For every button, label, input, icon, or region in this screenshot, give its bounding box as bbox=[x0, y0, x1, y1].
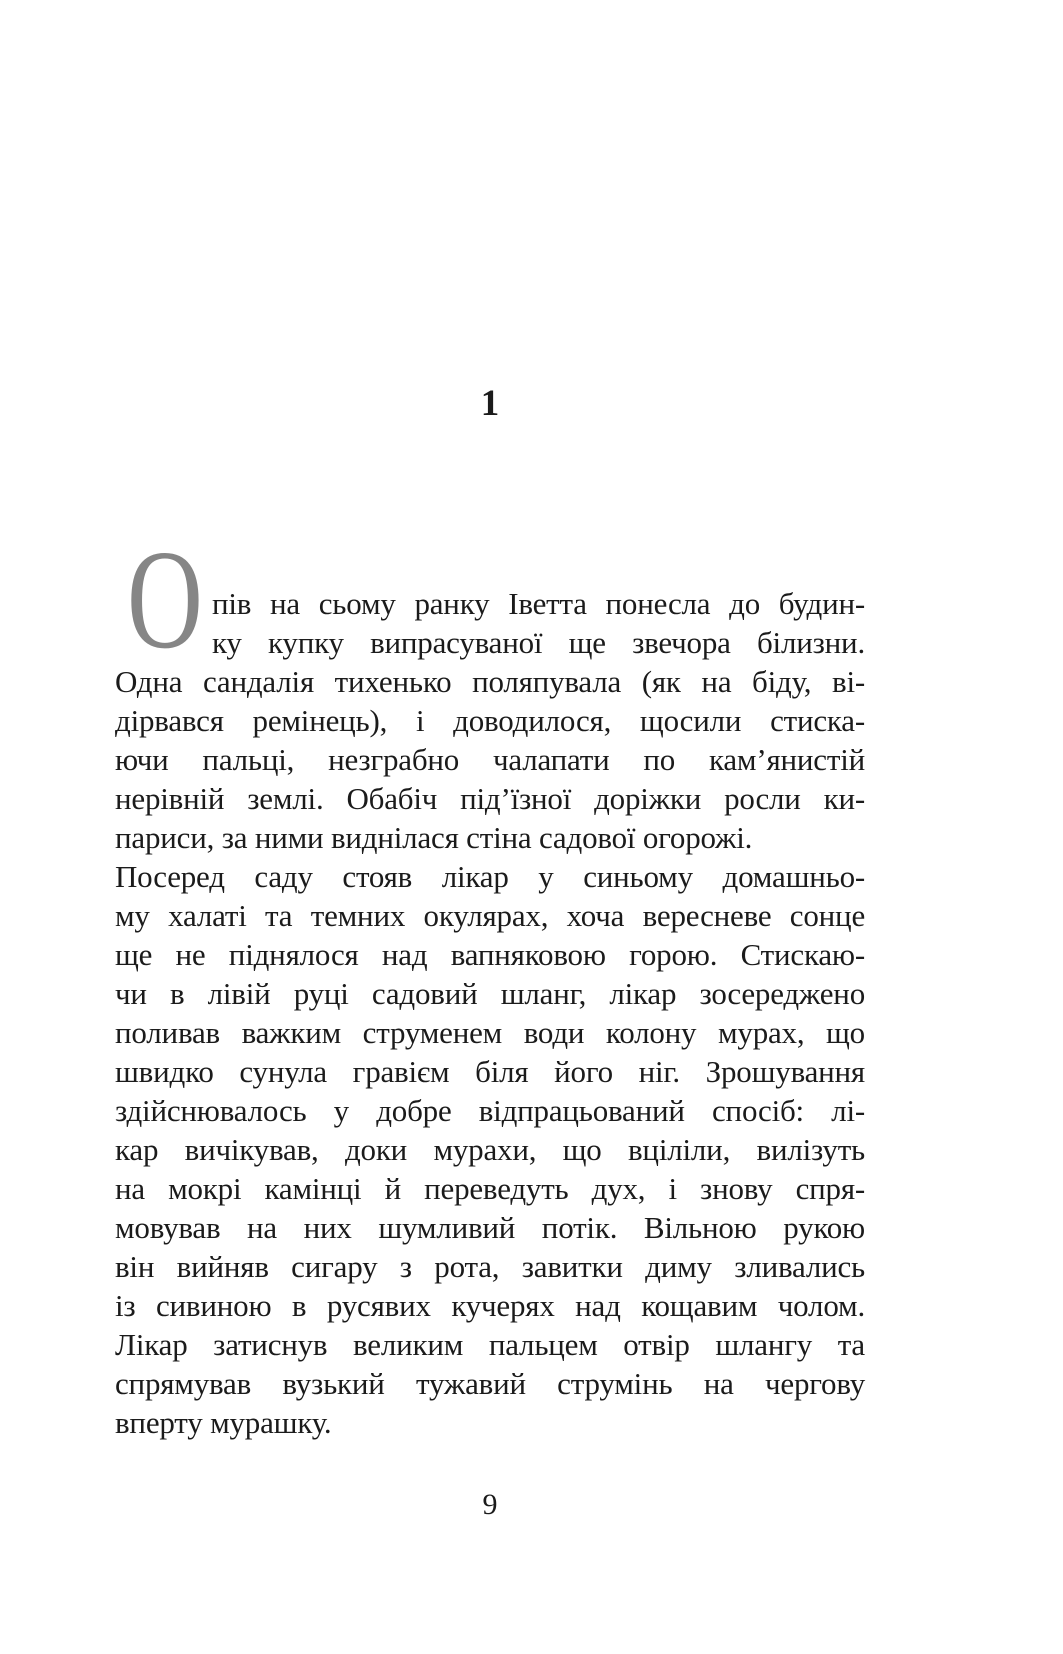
text-line: спрямував вузький тужавий струмінь на чергову bbox=[115, 1366, 865, 1401]
text-line: він вийняв сигару з рота, завитки диму зливались bbox=[115, 1249, 865, 1284]
drop-cap-letter: О bbox=[127, 520, 203, 678]
text-line: на мокрі камінці й переведуть дух, і знову спря- bbox=[115, 1171, 865, 1206]
text-line: ку купку випрасуваної ще звечора білизни. bbox=[212, 625, 865, 660]
text-line: із сивиною в русявих кучерях над кощавим чолом. bbox=[115, 1288, 865, 1323]
text-line: здійснювалось у добре відпрацьований спосіб: лі- bbox=[115, 1093, 865, 1128]
chapter-number: 1 bbox=[480, 383, 500, 424]
text-line: пів на сьому ранку Іветта понесла до будин- bbox=[212, 586, 865, 621]
text-line: Лікар затиснув великим пальцем отвір шлангу та bbox=[115, 1327, 865, 1362]
text-line: му халаті та темних окулярах, хоча вересневе сонце bbox=[115, 898, 865, 933]
text-line: Одна сандалія тихенько поляпувала (як на біду, ві- bbox=[115, 664, 865, 699]
text-line: париси, за ними виднілася стіна садової огорожі. bbox=[115, 820, 753, 855]
text-line: мовував на них шумливий потік. Вільною рукою bbox=[115, 1210, 865, 1245]
text-line: ючи пальці, незграбно чалапати по кам’янистій bbox=[115, 742, 865, 777]
text-line: поливав важким струменем води колону мурах, що bbox=[115, 1015, 865, 1050]
paragraph bbox=[115, 857, 865, 1442]
text-line: Посеред саду стояв лікар у синьому домашньо- bbox=[115, 859, 865, 894]
text-line: нерівній землі. Обабіч під’їзної доріжки росли ки- bbox=[115, 781, 865, 816]
text-line: ще не піднялося над вапняковою горою. Стискаю- bbox=[115, 937, 865, 972]
text-line: швидко сунула гравієм біля його ніг. Зрошування bbox=[115, 1054, 865, 1089]
text-line: вперту мурашку. bbox=[115, 1405, 332, 1440]
paragraph bbox=[115, 520, 865, 857]
page-number: 9 bbox=[482, 1488, 498, 1521]
text-line: дірвався ремінець), і доводилося, щосили стиска- bbox=[115, 703, 865, 738]
text-line: кар вичікував, доки мурахи, що вціліли, вилізуть bbox=[115, 1132, 865, 1167]
text-column bbox=[115, 0, 865, 1520]
text-line: чи в лівій руці садовий шланг, лікар зосереджено bbox=[115, 976, 865, 1011]
drop-cap bbox=[115, 520, 203, 678]
